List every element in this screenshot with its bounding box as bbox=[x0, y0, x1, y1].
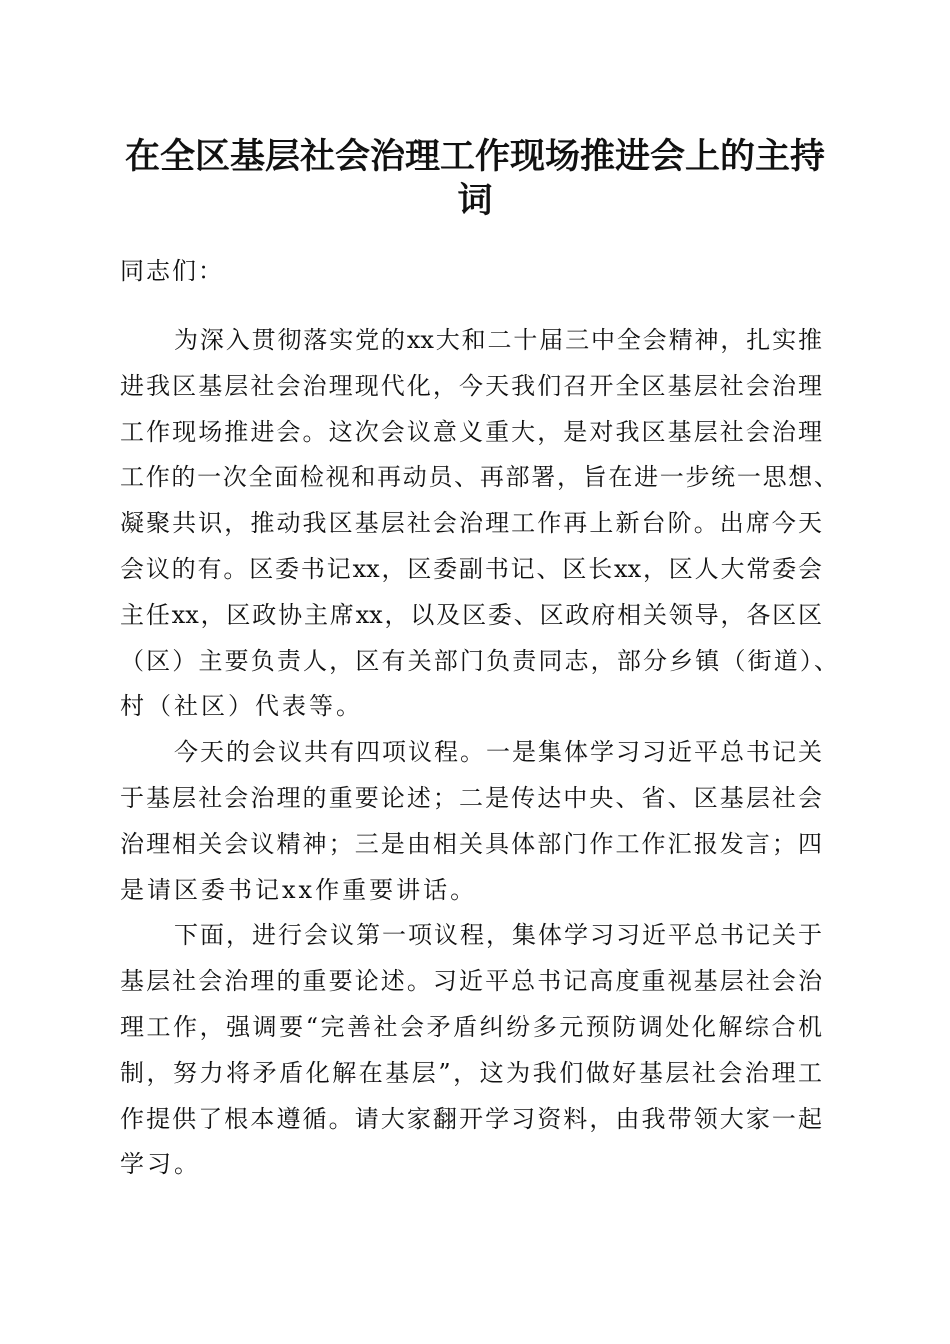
paragraph-3 bbox=[120, 917, 822, 1192]
text-line: 工作现场推进会。这次会议意义重大，是对我区基层社会治理 bbox=[120, 417, 822, 446]
text-line: （区）主要负责人，区有关部门负责同志，部分乡镇（街道）、 bbox=[120, 646, 838, 675]
text-line: 工作的一次全面检视和再动员、再部署，旨在进一步统一思想、 bbox=[120, 463, 838, 492]
document-title bbox=[110, 135, 840, 223]
text-line: 会议的有。区委书记xx，区委副书记、区长xx，区人大常委会 bbox=[120, 554, 822, 583]
text-line: 凝聚共识，推动我区基层社会治理工作再上新台阶。出席今天 bbox=[120, 509, 822, 538]
text-line: 学习。 bbox=[120, 1150, 201, 1179]
text-line: 治理相关会议精神；三是由相关具体部门作工作汇报发言；四 bbox=[120, 829, 822, 858]
text-line: 为深入贯彻落实党的xx大和二十届三中全会精神，扎实推 bbox=[174, 326, 822, 354]
text-line: 下面，进行会议第一项议程，集体学习习近平总书记关于 bbox=[174, 921, 822, 950]
title-line: 词 bbox=[457, 180, 493, 221]
title-line: 在全区基层社会治理工作现场推进会上的主持 bbox=[124, 136, 825, 177]
salutation: 同志们： bbox=[120, 257, 224, 285]
text-line: 基层社会治理的重要论述。习近平总书记高度重视基层社会治 bbox=[120, 967, 822, 996]
text-line: 是请区委书记xx作重要讲话。 bbox=[120, 875, 478, 904]
text-line: 主任xx，区政协主席xx，以及区委、区政府相关领导，各区区 bbox=[120, 600, 822, 629]
paragraph-2 bbox=[120, 734, 822, 917]
paragraph-1 bbox=[120, 322, 838, 734]
text-line: 进我区基层社会治理现代化，今天我们召开全区基层社会治理 bbox=[120, 371, 822, 400]
text-line: 今天的会议共有四项议程。一是集体学习习近平总书记关 bbox=[174, 738, 822, 767]
document-body bbox=[120, 322, 838, 1192]
text-line: 理工作，强调要“完善社会矛盾纠纷多元预防调处化解综合机 bbox=[120, 1012, 822, 1041]
text-line: 村（社区）代表等。 bbox=[120, 692, 363, 721]
text-line: 作提供了根本遵循。请大家翻开学习资料，由我带领大家一起 bbox=[120, 1104, 822, 1133]
text-line: 制，努力将矛盾化解在基层”，这为我们做好基层社会治理工 bbox=[120, 1058, 822, 1087]
text-line: 于基层社会治理的重要论述；二是传达中央、省、区基层社会 bbox=[120, 783, 822, 812]
